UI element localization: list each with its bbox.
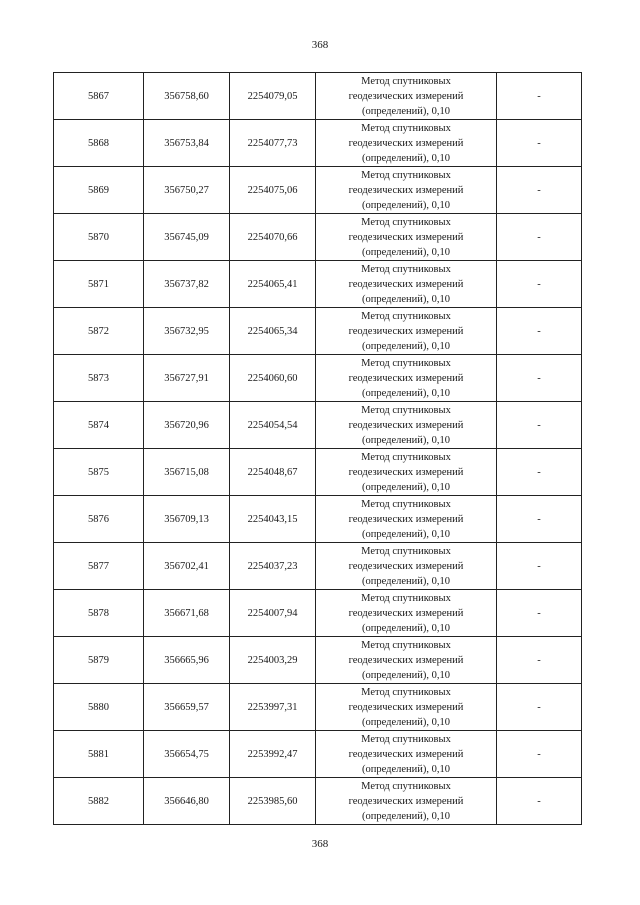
method-text-line: Метод спутниковых [361,357,451,369]
table-row [54,308,582,355]
point-number-cell: 5867 [54,73,144,120]
note-cell: - [497,637,582,684]
method-text-line: геодезических измерений [348,90,464,102]
x-coordinate-cell: 356737,82 [144,261,230,308]
note-cell: - [497,731,582,778]
method-text-line: (определений), 0,10 [361,575,451,587]
table-row [54,214,582,261]
method-text-line: геодезических измерений [348,325,464,337]
method-text-line: геодезических измерений [348,795,464,807]
method-text-line: Метод спутниковых [361,122,451,134]
x-coordinate-cell: 356654,75 [144,731,230,778]
x-coordinate-cell: 356727,91 [144,355,230,402]
method-text-line: геодезических измерений [348,701,464,713]
point-number-cell: 5876 [54,496,144,543]
note-cell: - [497,355,582,402]
table-row [54,449,582,496]
x-coordinate-cell: 356715,08 [144,449,230,496]
table-row [54,167,582,214]
method-text-line: (определений), 0,10 [361,246,451,258]
method-text-line: геодезических измерений [348,372,464,384]
point-number-cell: 5879 [54,637,144,684]
method-cell [316,167,497,214]
y-coordinate-cell: 2254079,05 [230,73,316,120]
table-row [54,590,582,637]
method-text-line: Метод спутниковых [361,75,451,87]
point-number-cell: 5871 [54,261,144,308]
method-text-line: Метод спутниковых [361,686,451,698]
method-text-line: Метод спутниковых [361,639,451,651]
y-coordinate-cell: 2254007,94 [230,590,316,637]
method-text-line: геодезических измерений [348,137,464,149]
method-text-line: (определений), 0,10 [361,434,451,446]
note-cell: - [497,590,582,637]
method-text-line: геодезических измерений [348,278,464,290]
y-coordinate-cell: 2254060,60 [230,355,316,402]
method-cell [316,543,497,590]
point-number-cell: 5880 [54,684,144,731]
table-row [54,355,582,402]
note-cell: - [497,543,582,590]
note-cell: - [497,402,582,449]
y-coordinate-cell: 2254075,06 [230,167,316,214]
method-text-line: геодезических измерений [348,607,464,619]
method-text-line: (определений), 0,10 [361,152,451,164]
method-text-line: Метод спутниковых [361,592,451,604]
y-coordinate-cell: 2254037,23 [230,543,316,590]
method-text-line: (определений), 0,10 [361,763,451,775]
x-coordinate-cell: 356758,60 [144,73,230,120]
method-text-line: геодезических измерений [348,231,464,243]
x-coordinate-cell: 356732,95 [144,308,230,355]
method-text-line: (определений), 0,10 [361,387,451,399]
method-text-line: геодезических измерений [348,513,464,525]
method-text-line: (определений), 0,10 [361,716,451,728]
method-text-line: Метод спутниковых [361,545,451,557]
note-cell: - [497,684,582,731]
point-number-cell: 5875 [54,449,144,496]
y-coordinate-cell: 2253997,31 [230,684,316,731]
note-cell: - [497,214,582,261]
method-text-line: геодезических измерений [348,466,464,478]
table-row [54,684,582,731]
table-row [54,261,582,308]
x-coordinate-cell: 356750,27 [144,167,230,214]
note-cell: - [497,449,582,496]
table-row [54,120,582,167]
method-cell [316,73,497,120]
method-text-line: (определений), 0,10 [361,293,451,305]
method-text-line: (определений), 0,10 [361,528,451,540]
method-text-line: (определений), 0,10 [361,669,451,681]
table-row [54,637,582,684]
table-row [54,402,582,449]
x-coordinate-cell: 356753,84 [144,120,230,167]
y-coordinate-cell: 2254003,29 [230,637,316,684]
note-cell: - [497,261,582,308]
method-cell [316,402,497,449]
method-text-line: (определений), 0,10 [361,622,451,634]
point-number-cell: 5869 [54,167,144,214]
method-text-line: геодезических измерений [348,654,464,666]
method-cell [316,214,497,261]
method-text-line: Метод спутниковых [361,263,451,275]
y-coordinate-cell: 2254054,54 [230,402,316,449]
method-text-line: (определений), 0,10 [361,481,451,493]
note-cell: - [497,496,582,543]
method-text-line: (определений), 0,10 [361,810,451,822]
method-cell [316,590,497,637]
point-number-cell: 5870 [54,214,144,261]
method-text-line: (определений), 0,10 [361,105,451,117]
y-coordinate-cell: 2254077,73 [230,120,316,167]
point-number-cell: 5868 [54,120,144,167]
x-coordinate-cell: 356709,13 [144,496,230,543]
method-cell [316,637,497,684]
page-number-top: 368 [311,39,329,51]
y-coordinate-cell: 2254065,34 [230,308,316,355]
point-number-cell: 5882 [54,778,144,825]
x-coordinate-cell: 356671,68 [144,590,230,637]
note-cell: - [497,167,582,214]
method-cell [316,308,497,355]
method-cell [316,496,497,543]
method-text-line: (определений), 0,10 [361,340,451,352]
method-text-line: Метод спутниковых [361,451,451,463]
method-text-line: Метод спутниковых [361,404,451,416]
point-number-cell: 5872 [54,308,144,355]
method-text-line: геодезических измерений [348,560,464,572]
x-coordinate-cell: 356745,09 [144,214,230,261]
note-cell: - [497,778,582,825]
y-coordinate-cell: 2254048,67 [230,449,316,496]
note-cell: - [497,308,582,355]
method-text-line: Метод спутниковых [361,216,451,228]
method-text-line: Метод спутниковых [361,780,451,792]
note-cell: - [497,73,582,120]
method-text-line: Метод спутниковых [361,733,451,745]
table-row [54,778,582,825]
method-cell [316,778,497,825]
table-row [54,731,582,778]
method-cell [316,449,497,496]
table-row [54,543,582,590]
coordinates-table-body [54,73,582,825]
method-text-line: Метод спутниковых [361,498,451,510]
x-coordinate-cell: 356646,80 [144,778,230,825]
method-cell [316,355,497,402]
method-text-line: Метод спутниковых [361,169,451,181]
x-coordinate-cell: 356659,57 [144,684,230,731]
page-number-bottom: 368 [311,838,329,850]
method-cell [316,684,497,731]
method-cell [316,120,497,167]
point-number-cell: 5874 [54,402,144,449]
note-cell: - [497,120,582,167]
coordinates-table [53,72,582,825]
y-coordinate-cell: 2253992,47 [230,731,316,778]
table-row [54,73,582,120]
x-coordinate-cell: 356720,96 [144,402,230,449]
method-cell [316,261,497,308]
method-text-line: Метод спутниковых [361,310,451,322]
method-text-line: геодезических измерений [348,419,464,431]
y-coordinate-cell: 2254043,15 [230,496,316,543]
method-text-line: геодезических измерений [348,748,464,760]
y-coordinate-cell: 2254070,66 [230,214,316,261]
table-row [54,496,582,543]
method-text-line: (определений), 0,10 [361,199,451,211]
point-number-cell: 5873 [54,355,144,402]
point-number-cell: 5878 [54,590,144,637]
method-cell [316,731,497,778]
method-text-line: геодезических измерений [348,184,464,196]
y-coordinate-cell: 2253985,60 [230,778,316,825]
y-coordinate-cell: 2254065,41 [230,261,316,308]
x-coordinate-cell: 356702,41 [144,543,230,590]
x-coordinate-cell: 356665,96 [144,637,230,684]
point-number-cell: 5877 [54,543,144,590]
point-number-cell: 5881 [54,731,144,778]
